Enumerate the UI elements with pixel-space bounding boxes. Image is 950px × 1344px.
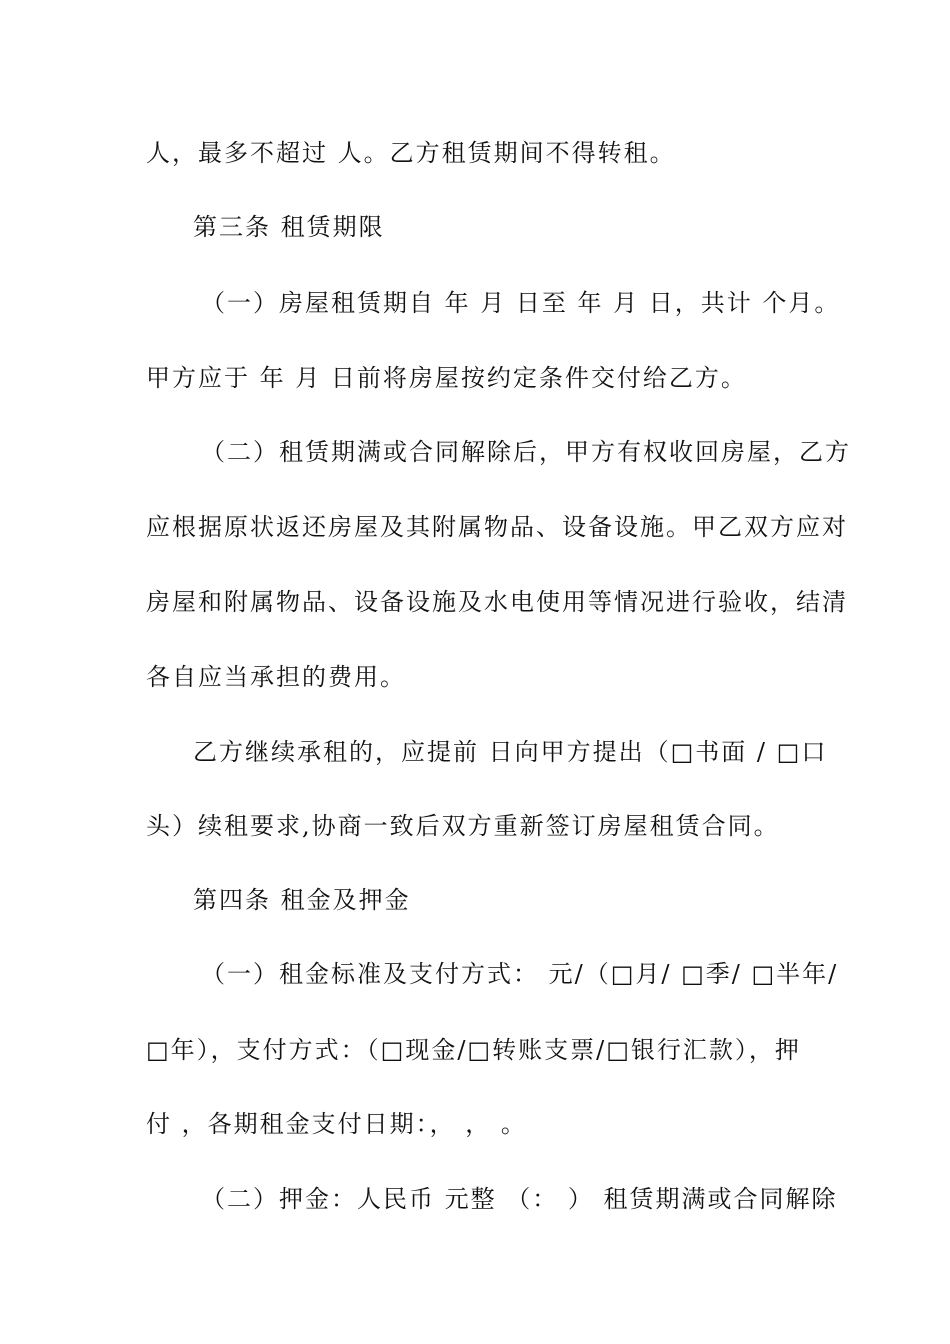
paragraph-line: □年），支付方式：（□现金/□转账支票/□银行汇款），押 — [146, 1036, 801, 1064]
paragraph-line: 甲方应于 年 月 日前将房屋按约定条件交付给乙方。 — [146, 364, 747, 392]
paragraph-line: 乙方继续承租的，应提前 日向甲方提出（□书面 / □口 — [193, 738, 828, 766]
paragraph-line: 房屋和附属物品、设备设施及水电使用等情况进行验收，结清 — [146, 588, 848, 616]
paragraph-line: 付 ，各期租金支付日期：， ， 。 — [146, 1110, 527, 1138]
paragraph-line: （一）租金标准及支付方式： 元/（□月/ □季/ □半年/ — [201, 960, 839, 988]
paragraph-line: （一）房屋租赁期自 年 月 日至 年 月 日，共计 个月。 — [201, 289, 841, 317]
paragraph-line: 头）续租要求,协商一致后双方重新签订房屋租赁合同。 — [146, 812, 780, 840]
paragraph-line: 应根据原状返还房屋及其附属物品、设备设施。甲乙双方应对 — [146, 513, 848, 541]
article-heading: 第四条 租金及押金 — [193, 886, 411, 914]
paragraph-line: 人，最多不超过 人。乙方租赁期间不得转租。 — [146, 139, 676, 167]
paragraph-line: （二）租赁期满或合同解除后，甲方有权收回房屋，乙方 — [201, 438, 851, 466]
paragraph-line: （二）押金：人民币 元整 （： ） 租赁期满或合同解除 — [201, 1185, 838, 1213]
article-heading: 第三条 租赁期限 — [193, 213, 385, 241]
paragraph-line: 各自应当承担的费用。 — [146, 663, 406, 691]
